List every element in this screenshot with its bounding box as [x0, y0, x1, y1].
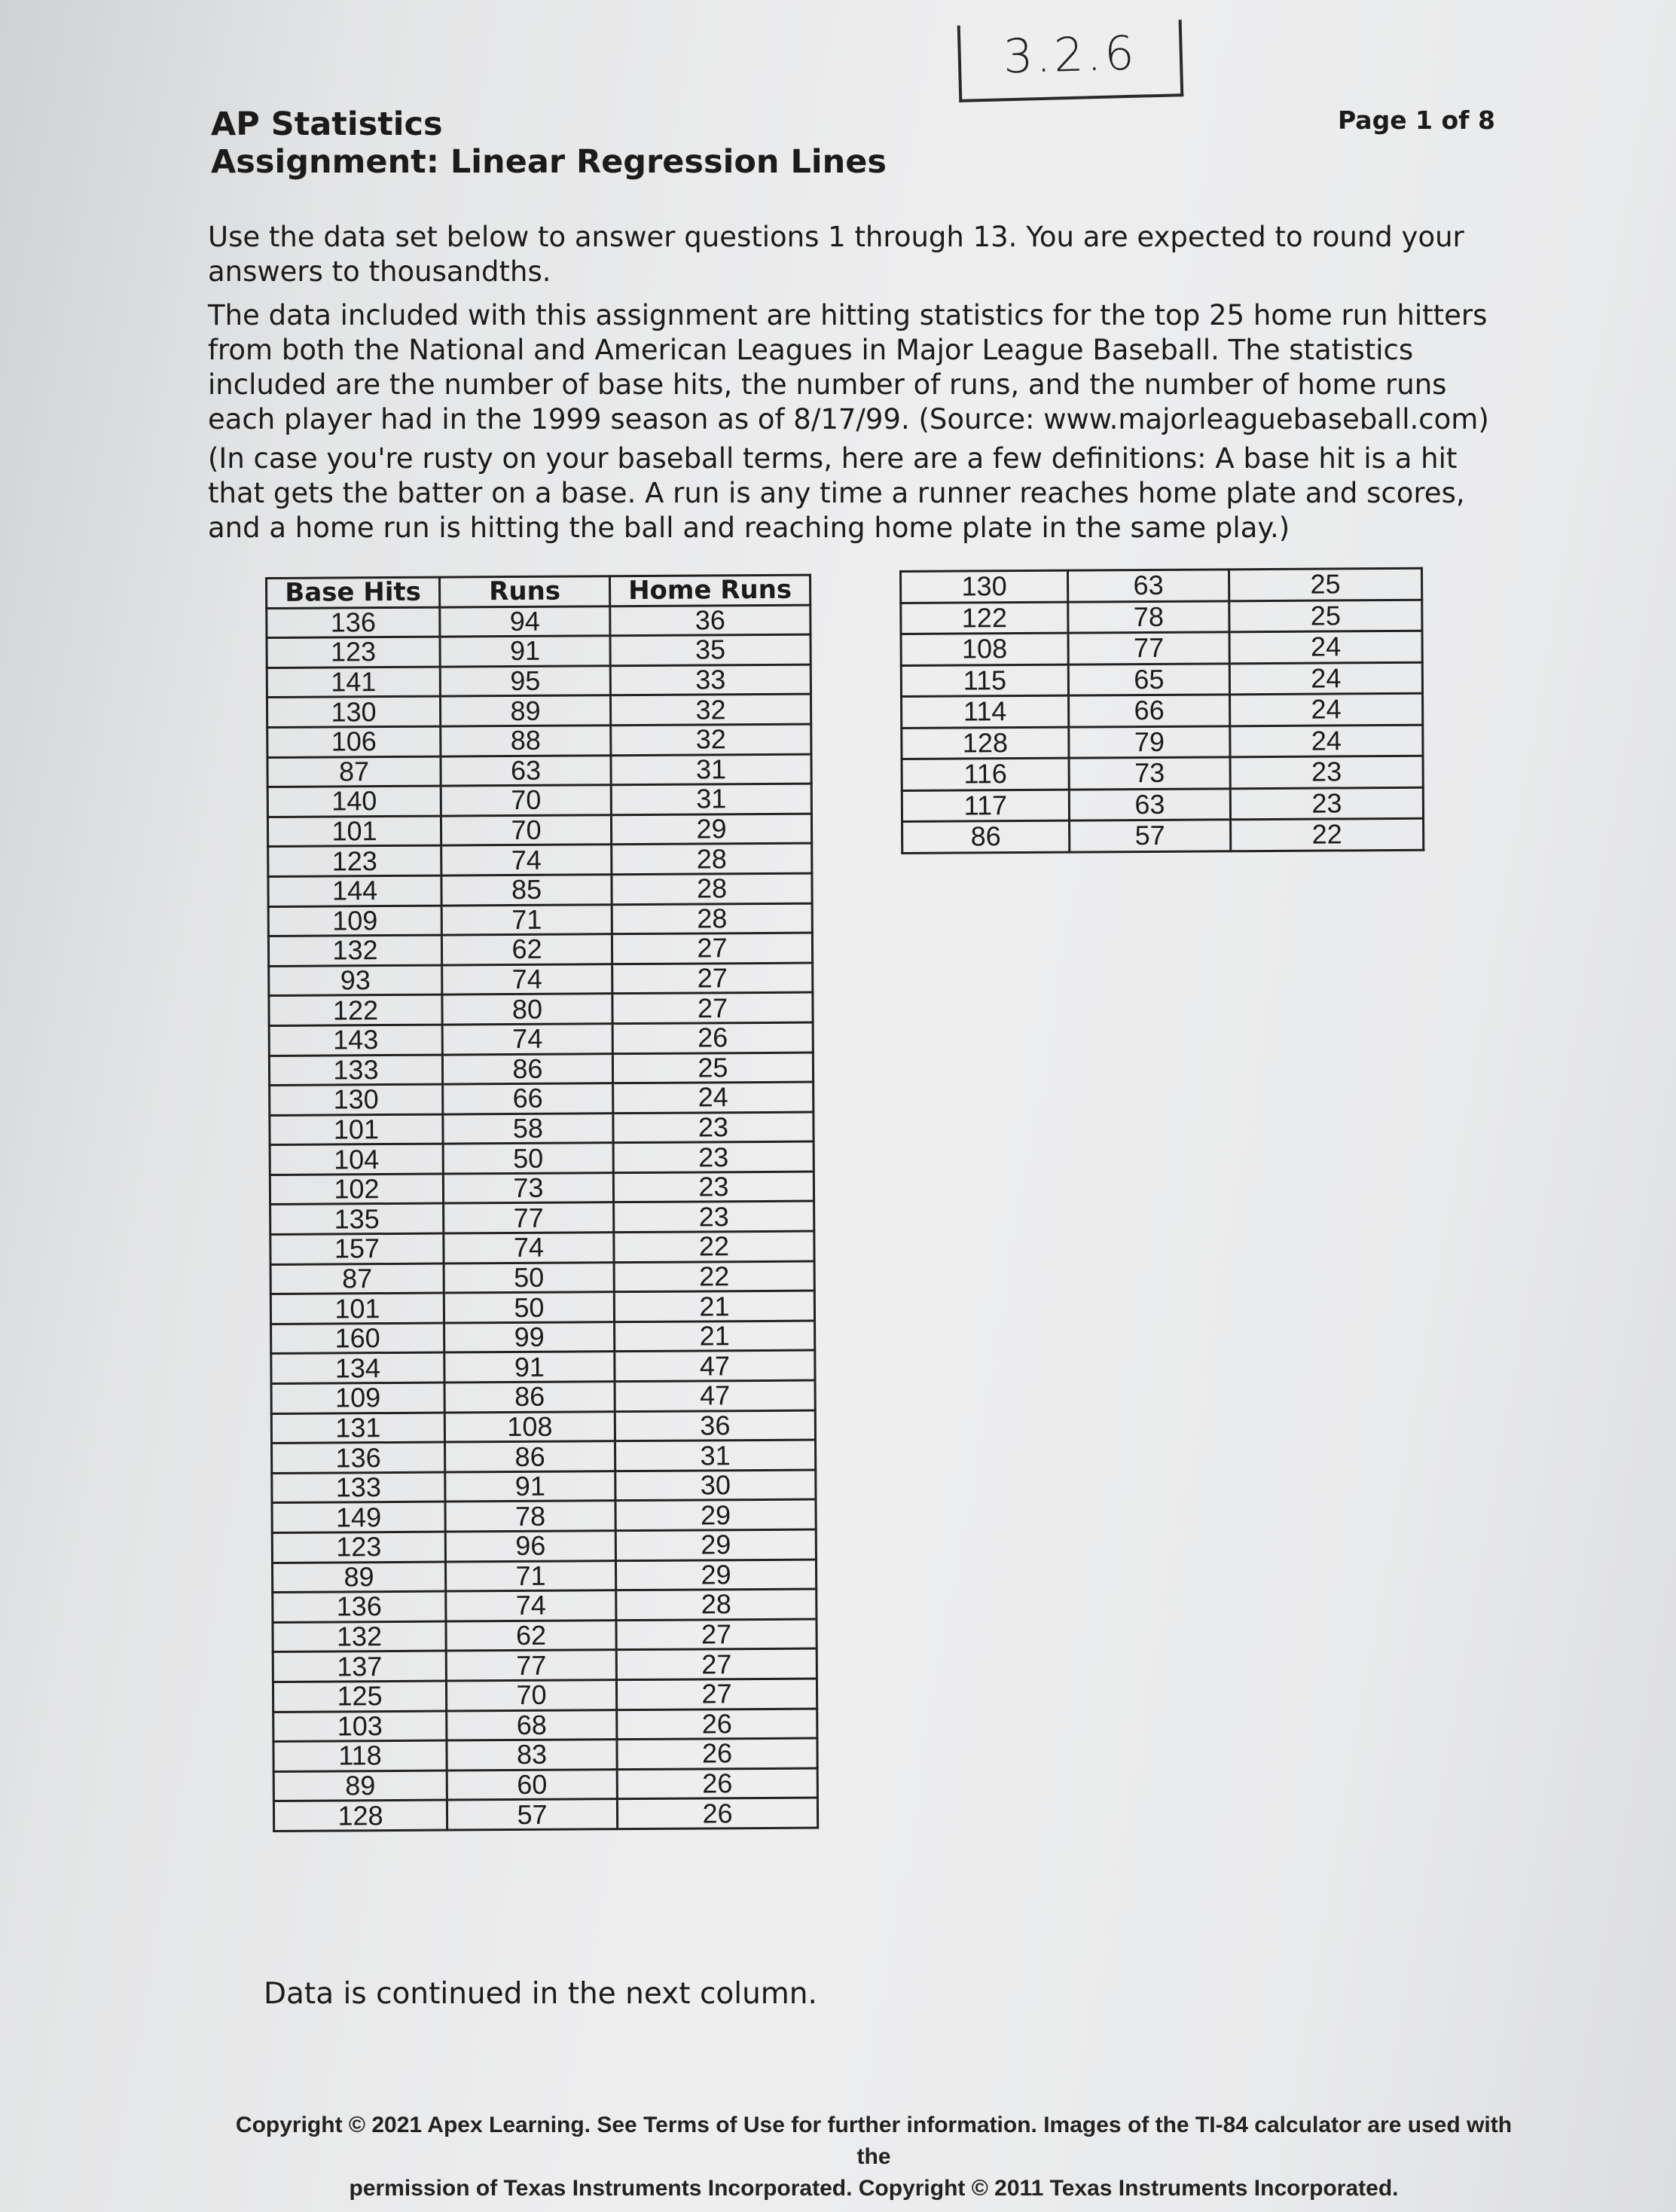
runs-cell: 63: [1068, 570, 1229, 602]
table-row: [268, 933, 812, 966]
home-runs-cell: 29: [615, 1499, 816, 1530]
table-row: [270, 1141, 814, 1175]
table-row: [271, 1410, 815, 1444]
base-hits-cell: 109: [271, 1382, 444, 1413]
home-runs-cell: 25: [1229, 568, 1422, 600]
copyright-line-1: Copyright © 2021 Apex Learning. See Terms of Use for further information. Images of the TI-84 calculator are used with the: [235, 2113, 1513, 2169]
table-row: [901, 600, 1422, 634]
table-row: [271, 1350, 815, 1383]
runs-cell: 79: [1069, 726, 1230, 758]
runs-cell: 91: [444, 1352, 615, 1382]
home-runs-cell: 26: [617, 1709, 817, 1740]
continued-note: Data is continued in the next column.: [264, 1977, 817, 2011]
table-row: [273, 1768, 817, 1801]
hitting-stats-table-right: [899, 567, 1424, 854]
base-hits-cell: 122: [269, 994, 442, 1025]
table-row: [902, 693, 1423, 728]
base-hits-cell: 101: [270, 1114, 443, 1145]
hitting-stats-table-left: [265, 574, 819, 1832]
home-runs-cell: 26: [617, 1798, 817, 1829]
table-row: [270, 1112, 814, 1145]
base-hits-cell: 149: [272, 1502, 445, 1532]
home-runs-cell: 24: [1230, 725, 1423, 757]
runs-cell: 70: [446, 1680, 616, 1711]
runs-cell: 71: [441, 904, 612, 935]
home-runs-cell: 25: [612, 1053, 813, 1083]
runs-cell: 57: [447, 1799, 617, 1830]
base-hits-cell: 131: [271, 1413, 444, 1444]
header-base-hits: Base Hits: [267, 577, 440, 608]
home-runs-cell: 24: [1230, 693, 1423, 726]
table-row: [902, 725, 1423, 759]
table-row: [267, 724, 811, 757]
home-runs-cell: 21: [615, 1321, 815, 1352]
copyright-footer: [226, 2110, 1522, 2204]
base-hits-cell: 128: [902, 727, 1069, 759]
base-hits-cell: 116: [902, 758, 1069, 790]
home-runs-cell: 23: [1230, 787, 1423, 820]
home-runs-cell: 22: [614, 1261, 814, 1292]
base-hits-cell: 122: [901, 602, 1068, 634]
home-runs-cell: 26: [617, 1768, 817, 1799]
home-runs-cell: 23: [614, 1202, 814, 1233]
base-hits-cell: 117: [902, 790, 1069, 822]
table-row: [902, 787, 1423, 822]
base-hits-cell: 123: [272, 1532, 445, 1563]
runs-cell: 50: [444, 1292, 614, 1323]
base-hits-cell: 115: [901, 665, 1068, 697]
base-hits-cell: 144: [268, 875, 441, 906]
base-hits-cell: 140: [267, 786, 441, 817]
copyright-line-2: permission of Texas Instruments Incorporated. Copyright © 2011 Texas Instruments Incorporated.: [349, 2176, 1399, 2201]
runs-cell: 65: [1068, 663, 1229, 695]
home-runs-cell: 26: [617, 1738, 817, 1769]
runs-cell: 57: [1070, 820, 1231, 852]
table-row: [273, 1679, 817, 1712]
runs-cell: 85: [441, 875, 612, 906]
base-hits-cell: 104: [270, 1144, 443, 1175]
home-runs-cell: 26: [612, 1022, 813, 1053]
runs-cell: 78: [1068, 600, 1229, 633]
runs-cell: 77: [444, 1202, 614, 1233]
home-runs-cell: 23: [613, 1141, 814, 1172]
base-hits-cell: 135: [270, 1204, 444, 1235]
base-hits-cell: 132: [268, 935, 441, 966]
table-row: [269, 992, 813, 1025]
base-hits-cell: 128: [273, 1800, 447, 1831]
table-row: [268, 843, 812, 876]
runs-cell: 78: [445, 1501, 615, 1532]
page-number: Page 1 of 8: [1338, 105, 1495, 135]
home-runs-cell: 28: [612, 903, 812, 934]
table-row: [267, 605, 811, 638]
table-row: [269, 1053, 813, 1086]
home-runs-cell: 22: [1231, 818, 1424, 851]
runs-cell: 66: [443, 1083, 613, 1114]
handwritten-lesson-number: 3.2.6: [957, 20, 1184, 102]
base-hits-cell: 108: [901, 633, 1068, 665]
table-row: [269, 963, 813, 996]
table-row: [270, 1202, 814, 1235]
base-hits-cell: 130: [270, 1084, 443, 1115]
home-runs-cell: 29: [615, 1529, 816, 1560]
home-runs-cell: 36: [615, 1410, 815, 1441]
home-runs-cell: 47: [615, 1380, 815, 1411]
home-runs-cell: 22: [614, 1231, 814, 1262]
runs-cell: 63: [1069, 788, 1230, 820]
runs-cell: 74: [441, 845, 612, 875]
header-home-runs: Home Runs: [610, 575, 811, 606]
base-hits-cell: 123: [268, 845, 441, 876]
runs-cell: 91: [445, 1471, 615, 1502]
instructions-paragraph: Use the data set below to answer questions 1 through 13. You are expected to round your answers to thousandths.: [208, 221, 1464, 288]
runs-cell: 62: [446, 1620, 616, 1651]
base-hits-cell: 87: [267, 756, 441, 787]
home-runs-cell: 29: [615, 1560, 816, 1590]
base-hits-cell: 136: [272, 1442, 445, 1473]
home-runs-cell: 47: [615, 1350, 815, 1381]
runs-cell: 94: [440, 606, 610, 637]
runs-cell: 63: [441, 755, 611, 786]
runs-cell: 88: [441, 726, 611, 756]
table-row: [267, 694, 811, 727]
runs-cell: 108: [444, 1411, 615, 1442]
home-runs-cell: 24: [613, 1082, 814, 1113]
base-hits-cell: 118: [273, 1740, 447, 1771]
home-runs-cell: 28: [616, 1589, 817, 1620]
home-runs-cell: 23: [613, 1112, 814, 1143]
home-runs-cell: 30: [615, 1470, 816, 1501]
course-title: AP Statistics: [211, 105, 443, 143]
table-row: [273, 1589, 817, 1622]
table-row: [272, 1499, 816, 1532]
home-runs-cell: 27: [612, 992, 813, 1023]
table-row: [270, 1231, 814, 1264]
base-hits-cell: 133: [272, 1472, 445, 1503]
home-runs-cell: 31: [615, 1440, 816, 1471]
runs-cell: 62: [441, 934, 612, 965]
base-hits-cell: 157: [270, 1233, 444, 1264]
table-row: [270, 1261, 814, 1294]
table-row: [267, 754, 811, 787]
base-hits-cell: 136: [267, 607, 440, 638]
base-hits-cell: 114: [902, 695, 1069, 728]
table-row: [267, 665, 811, 698]
base-hits-cell: 101: [267, 816, 441, 847]
table-row: [901, 631, 1422, 665]
runs-cell: 91: [440, 636, 610, 667]
runs-cell: 80: [442, 994, 612, 1025]
base-hits-cell: 137: [273, 1651, 446, 1682]
base-hits-cell: 106: [267, 726, 441, 757]
document-header: [211, 105, 887, 181]
base-hits-cell: 130: [901, 570, 1068, 603]
table-row: [267, 814, 811, 847]
table-row: [268, 903, 812, 936]
base-hits-cell: 123: [267, 637, 440, 668]
home-runs-cell: 21: [614, 1291, 814, 1321]
runs-cell: 73: [1069, 757, 1230, 790]
home-runs-cell: 33: [610, 665, 811, 695]
home-runs-cell: 32: [610, 694, 811, 725]
table-row: [270, 1082, 814, 1115]
home-runs-cell: 25: [1229, 600, 1422, 632]
runs-cell: 77: [446, 1650, 616, 1681]
table-row: [269, 1022, 813, 1056]
table-row: [267, 784, 811, 817]
table-row: [273, 1798, 817, 1831]
table-row: [272, 1440, 816, 1473]
home-runs-cell: 27: [612, 933, 812, 964]
home-runs-cell: 31: [611, 784, 811, 814]
runs-cell: 83: [447, 1740, 617, 1771]
runs-cell: 73: [443, 1173, 613, 1204]
home-runs-cell: 31: [611, 754, 811, 785]
runs-cell: 74: [444, 1233, 614, 1263]
base-hits-cell: 132: [273, 1621, 446, 1652]
runs-cell: 74: [446, 1590, 616, 1621]
table-row: [273, 1619, 817, 1652]
runs-cell: 86: [445, 1441, 615, 1472]
table-row: [272, 1560, 816, 1593]
base-hits-cell: 86: [902, 820, 1070, 853]
table-row: [273, 1738, 817, 1771]
data-description-paragraph: The data included with this assignment are hitting statistics for the top 25 home run hitters from both the National and American Leagues in Major League Baseball. The statistics included are the number of base hits, the number of runs, and the number of home runs each player had in the 1999 season as of 8/17/99. (Source: www.majorleaguebaseball.com): [208, 299, 1489, 435]
base-hits-cell: 141: [267, 667, 440, 698]
table-row: [273, 1648, 817, 1682]
base-hits-cell: 133: [269, 1055, 442, 1086]
base-hits-cell: 136: [273, 1591, 446, 1622]
runs-cell: 50: [443, 1143, 613, 1174]
base-hits-cell: 89: [272, 1562, 445, 1593]
runs-cell: 50: [444, 1262, 614, 1293]
runs-cell: 60: [447, 1769, 617, 1800]
assignment-title: Assignment: Linear Regression Lines: [211, 143, 887, 181]
runs-cell: 58: [443, 1113, 613, 1144]
home-runs-cell: 32: [611, 724, 811, 755]
home-runs-cell: 24: [1229, 662, 1422, 695]
table-row: [270, 1172, 814, 1205]
runs-cell: 70: [441, 814, 611, 845]
home-runs-cell: 36: [610, 605, 811, 636]
home-runs-cell: 23: [1230, 756, 1423, 788]
base-hits-cell: 87: [270, 1263, 444, 1294]
runs-cell: 66: [1069, 695, 1230, 727]
table-row: [902, 756, 1423, 790]
table-row: [902, 818, 1424, 853]
runs-cell: 77: [1068, 632, 1229, 665]
home-runs-cell: 29: [611, 814, 811, 845]
base-hits-cell: 143: [269, 1025, 442, 1056]
home-runs-cell: 24: [1229, 631, 1422, 663]
base-hits-cell: 134: [271, 1353, 444, 1384]
base-hits-cell: 89: [273, 1771, 447, 1801]
home-runs-cell: 27: [616, 1619, 817, 1650]
table-row: [267, 634, 811, 668]
table-row: [272, 1470, 816, 1503]
home-runs-cell: 27: [616, 1679, 817, 1709]
runs-cell: 68: [447, 1709, 617, 1740]
runs-cell: 86: [442, 1053, 612, 1084]
table-row: [273, 1709, 817, 1742]
table-row: [272, 1529, 816, 1563]
runs-cell: 70: [441, 785, 611, 816]
header-runs: Runs: [440, 576, 610, 607]
runs-cell: 74: [442, 1024, 612, 1055]
base-hits-cell: 125: [273, 1681, 446, 1712]
table-header-row: [267, 575, 811, 608]
runs-cell: 89: [440, 695, 610, 726]
table-row: [901, 662, 1422, 697]
base-hits-cell: 160: [271, 1323, 444, 1354]
runs-cell: 86: [444, 1382, 615, 1413]
definitions-paragraph: (In case you're rusty on your baseball terms, here are a few definitions: A base hit is a hit that gets the batter on a base. A run is any time a runner reaches home plate and scores, and a home run is hitting the ball and reaching home plate in the same play.): [208, 442, 1465, 544]
table-row: [268, 873, 812, 906]
runs-cell: 95: [440, 665, 610, 696]
table-row: [270, 1291, 814, 1324]
table-row: [271, 1321, 815, 1354]
runs-cell: 74: [442, 964, 612, 994]
table-row: [901, 568, 1422, 603]
home-runs-cell: 27: [616, 1648, 817, 1679]
home-runs-cell: 28: [612, 843, 812, 874]
home-runs-cell: 27: [612, 963, 813, 994]
base-hits-cell: 130: [267, 696, 440, 727]
base-hits-cell: 103: [273, 1711, 447, 1742]
table-row: [271, 1380, 815, 1413]
base-hits-cell: 101: [270, 1293, 444, 1324]
runs-cell: 96: [445, 1531, 615, 1562]
home-runs-cell: 23: [613, 1172, 814, 1202]
runs-cell: 99: [444, 1322, 615, 1353]
home-runs-cell: 28: [612, 873, 812, 904]
runs-cell: 71: [445, 1560, 615, 1591]
home-runs-cell: 35: [610, 634, 811, 665]
base-hits-cell: 109: [268, 906, 441, 936]
base-hits-cell: 102: [270, 1174, 443, 1205]
base-hits-cell: 93: [269, 965, 442, 996]
